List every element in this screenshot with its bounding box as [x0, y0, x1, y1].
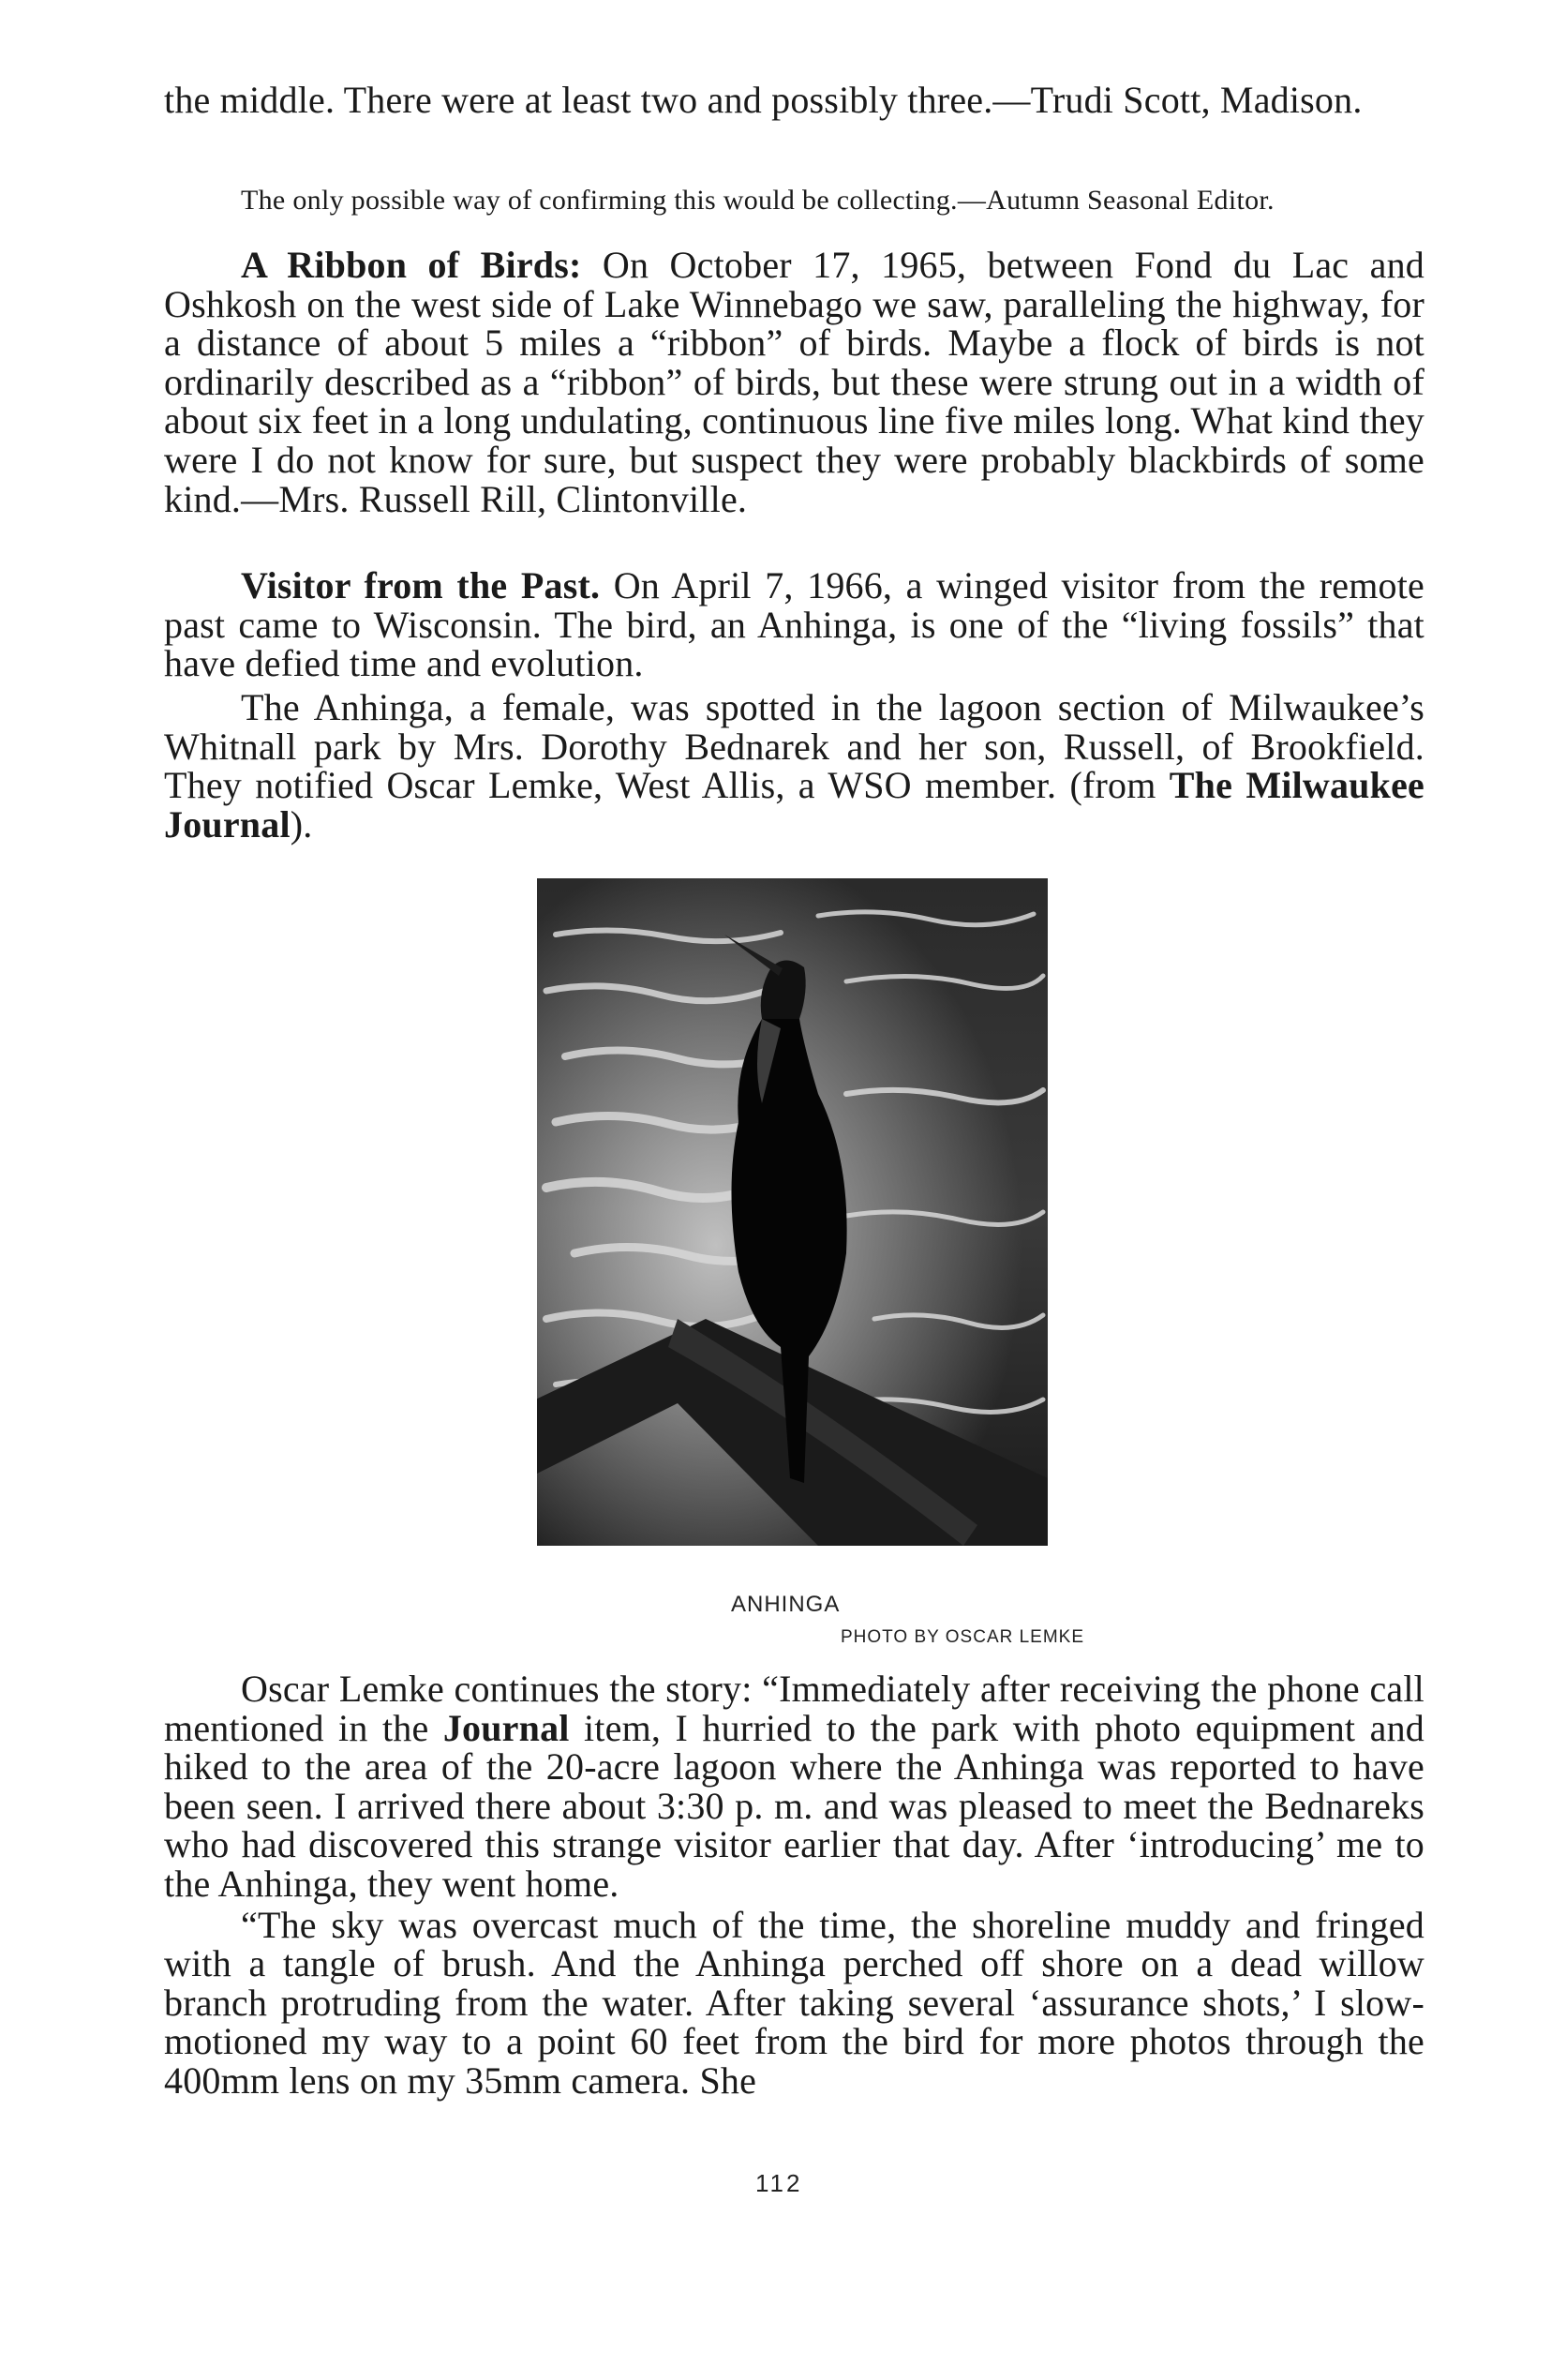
anhinga-text: The Anhinga, a female, was spotted in the lagoon section of Milwaukee’s Whitnall park by Mrs. Dorothy Bednarek and her son, Russell, of Brookfield. They notified Oscar Lemke, West Allis, a WSO member. (from [164, 686, 1424, 807]
photo-credit: PHOTO BY OSCAR LEMKE [841, 1627, 1085, 1647]
ribbon-section [164, 246, 1424, 518]
anhinga-text-end: ). [290, 802, 313, 846]
visitor-body: On April 7, 1966, a winged visitor from the remote past came to Wisconsin. The bird, an Anhinga, is one of the “living fossils” that have defied time and evolution. [164, 564, 1424, 685]
visitor-heading: Visitor from the Past. [241, 564, 601, 606]
continued-paragraph [164, 81, 1424, 120]
journal-title: The Milwaukee Journal [164, 764, 1424, 846]
anhinga-paragraph [164, 688, 1424, 844]
anhinga-photo-image [537, 878, 1048, 1546]
anhinga-photo [537, 878, 1048, 1546]
journal-short-title: Journal [442, 1706, 570, 1749]
anhinga-section [164, 688, 1424, 844]
visitor-section [164, 566, 1424, 683]
lemke-text-1-end: item, I hurried to the park with photo equipment and hiked to the area of the 20-acre lagoon where the Anhinga was reported to have been seen. I arrived there about 3:30 p. m. and was pleased to meet the Bednareks who had discovered this strange visitor earlier that day. After ‘introducing’ me to the Anhinga, they went home. [164, 1706, 1424, 1905]
lemke-section [164, 1669, 1424, 2101]
ribbon-paragraph [164, 246, 1424, 518]
paragraph-trudi-scott: the middle. There were at least two and possibly three.—Trudi Scott, Madison. [164, 79, 1363, 121]
page-number: 112 [755, 2169, 803, 2197]
photo-caption: ANHINGA [731, 1592, 841, 1617]
visitor-paragraph [164, 566, 1424, 683]
ribbon-body: On October 17, 1965, between Fond du Lac and Oshkosh on the west side of Lake Winnebago we saw, paralleling the highway, for a distance of about 5 miles a “ribbon” of birds. Maybe a flock of birds is not ordinarily described as a “ribbon” of birds, but these were strung out in a width of about six feet in a long undulating, continuous line five miles long. What kind they were I do not know for sure, but suspect they were probably blackbirds of some kind.—Mrs. Russell Rill, Clintonville. [164, 244, 1424, 520]
lemke-paragraph-2: “The sky was overcast much of the time, the shoreline muddy and fringed with a tangle of brush. And the Anhinga perched off shore on a dead willow branch protruding from the water. After taking several ‘assurance shots,’ I slow-motioned my way to a point 60 feet from the bird for more photos through the 400mm lens on my 35mm camera. She [164, 1903, 1424, 2102]
lemke-paragraph-1 [164, 1669, 1424, 1904]
editor-note-block [164, 184, 1424, 217]
editor-note: The only possible way of confirming this would be collecting.—Autumn Seasonal Editor. [241, 185, 1275, 216]
ribbon-heading: A Ribbon of Birds: [241, 244, 582, 286]
lemke-text-1: Oscar Lemke continues the story: “Immediately after receiving the phone call mentioned in the [164, 1668, 1424, 1749]
